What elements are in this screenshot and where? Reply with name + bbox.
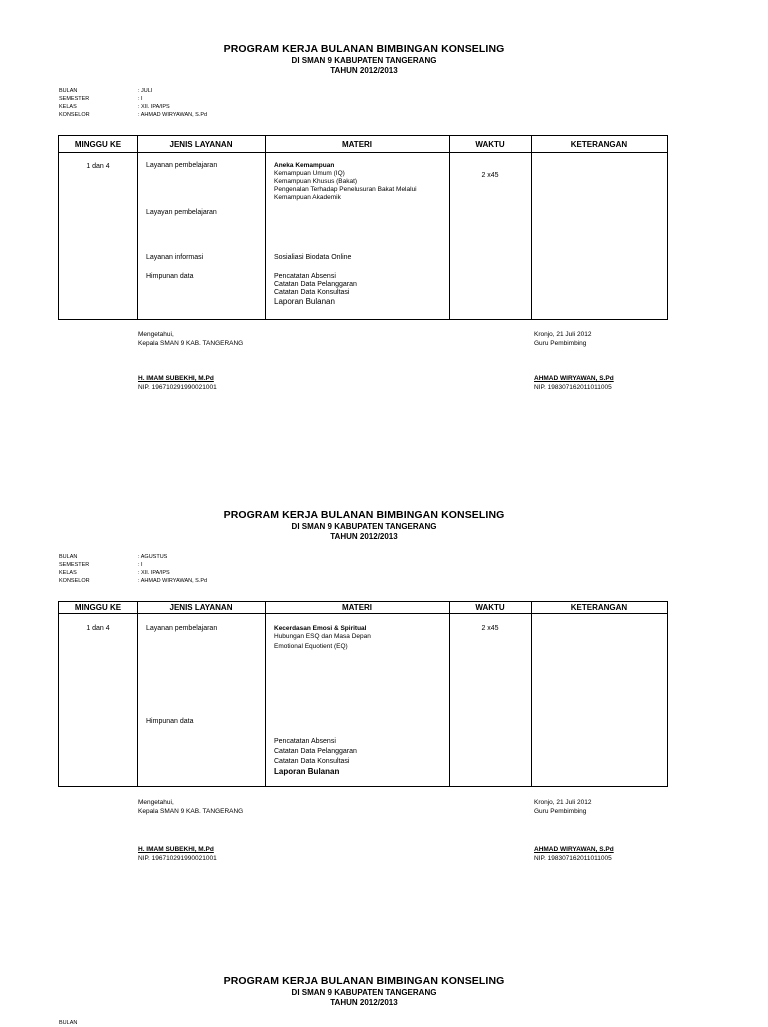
col-keterangan: KETERANGAN	[570, 139, 628, 149]
materi-data-item: Catatan Data Pelanggaran	[274, 748, 357, 755]
counselor-name: AHMAD WIRYAWAN, S.Pd	[534, 375, 614, 382]
doc-title: PROGRAM KERJA BULANAN BIMBINGAN KONSELING	[223, 509, 505, 521]
signature-left: Mengetahui, Kepala SMAN 9 KAB. TANGERANG H. IMAM SUBEKHI, M.Pd NIP. 196710291990021001	[138, 331, 244, 391]
materi-item: Kemampuan Umum (IQ)	[274, 170, 345, 177]
doc-title: PROGRAM KERJA BULANAN BIMBINGAN KONSELING	[223, 975, 505, 987]
minggu-cell: 1 dan 4	[86, 625, 110, 632]
doc-year: TAHUN 2012/2013	[330, 66, 398, 75]
col-jenis-layanan: JENIS LAYANAN	[169, 139, 233, 149]
col-materi: MATERI	[341, 603, 373, 612]
materi-item: Kemampuan Akademik	[274, 194, 341, 201]
headmaster-name: H. IMAM SUBEKHI, M.Pd	[138, 375, 214, 382]
program-table	[58, 601, 668, 787]
materi-heading: Kecerdasan Emosi & Spiritual	[274, 625, 367, 632]
layanan-item: Layayan pembelajaran	[146, 209, 217, 216]
headmaster-name: H. IMAM SUBEKHI, M.Pd	[138, 846, 214, 853]
doc-title: PROGRAM KERJA BULANAN BIMBINGAN KONSELING	[223, 43, 505, 55]
materi-info: Sosialiasi Biodata Online	[274, 254, 352, 261]
materi-data-item: Pencatatan Absensi	[274, 273, 336, 280]
layanan-item: Layanan pembelajaran	[146, 162, 218, 169]
layanan-item: Layanan informasi	[146, 254, 204, 261]
materi-item: Hubungan ESQ dan Masa Depan	[274, 633, 371, 640]
materi-data-item: Catatan Data Pelanggaran	[274, 281, 357, 288]
signature-right: Kronjo, 21 Juli 2012 Guru Pembimbing AHMAD WIRYAWAN, S.Pd NIP. 198307162011011005	[534, 331, 614, 391]
layanan-item: Layanan pembelajaran	[146, 625, 218, 632]
waktu-cell: 2 x45	[481, 625, 499, 632]
materi-item: Emotional Equotient (EQ)	[274, 643, 348, 650]
signature-right: Kronjo, 21 Juli 2012 Guru Pembimbing AHMAD WIRYAWAN, S.Pd NIP. 198307162011011005	[534, 799, 614, 862]
materi-data-item: Pencatatan Absensi	[274, 738, 336, 745]
meta-values: : JULI : I : XII. IPA/IPS : AHMAD WIRYAWAN, S.Pd	[138, 88, 208, 118]
counselor-nip: NIP. 198307162011011005	[534, 384, 612, 391]
program-section-3	[0, 932, 768, 1024]
materi-heading: Aneka Kemampuan	[274, 162, 335, 169]
materi-item: Kemampuan Khusus (Bakat)	[274, 178, 358, 185]
laporan-bulanan: Laporan Bulanan	[274, 767, 340, 776]
materi-data-item: Catatan Data Konsultasi	[274, 758, 350, 765]
col-keterangan: KETERANGAN	[570, 603, 628, 612]
col-jenis-layanan: JENIS LAYANAN	[169, 603, 233, 612]
doc-subtitle: DI SMAN 9 KABUPATEN TANGERANG	[291, 522, 437, 531]
meta-labels: BULAN SEMESTER KELAS KONSELOR	[59, 554, 90, 584]
laporan-bulanan: Laporan Bulanan	[274, 297, 335, 306]
materi-data-item: Catatan Data Konsultasi	[274, 289, 350, 296]
program-section-2	[0, 466, 768, 886]
col-minggu-ke: MINGGU KE	[74, 139, 122, 149]
doc-subtitle: DI SMAN 9 KABUPATEN TANGERANG	[291, 988, 437, 997]
meta-values: : AGUSTUS : I : XII. IPA/IPS : AHMAD WIRYAWAN, S.Pd	[138, 554, 208, 584]
layanan-item: Himpunan data	[146, 273, 194, 280]
program-table	[58, 135, 668, 320]
col-waktu: WAKTU	[475, 139, 505, 149]
col-materi: MATERI	[341, 139, 373, 149]
waktu-cell: 2 x45	[481, 172, 499, 179]
doc-subtitle: DI SMAN 9 KABUPATEN TANGERANG	[291, 56, 437, 65]
headmaster-nip: NIP. 196710291990021001	[138, 855, 217, 862]
col-waktu: WAKTU	[475, 603, 505, 612]
table-header	[59, 602, 667, 614]
counselor-nip: NIP. 198307162011011005	[534, 855, 612, 862]
program-section-1	[0, 0, 768, 420]
doc-year: TAHUN 2012/2013	[330, 998, 398, 1007]
materi-item: Pengenalan Terhadap Penelusuran Bakat Melalui	[274, 186, 417, 193]
signature-left: Mengetahui, Kepala SMAN 9 KAB. TANGERANG H. IMAM SUBEKHI, M.Pd NIP. 196710291990021001	[138, 799, 244, 862]
meta-labels: BULAN	[59, 1020, 78, 1026]
col-minggu-ke: MINGGU KE	[74, 603, 122, 612]
headmaster-nip: NIP. 196710291990021001	[138, 384, 217, 391]
counselor-name: AHMAD WIRYAWAN, S.Pd	[534, 846, 614, 853]
doc-year: TAHUN 2012/2013	[330, 532, 398, 541]
meta-labels: BULAN SEMESTER KELAS KONSELOR	[59, 88, 90, 118]
layanan-item: Himpunan data	[146, 718, 194, 725]
table-header	[59, 136, 667, 153]
minggu-cell: 1 dan 4	[86, 163, 110, 170]
